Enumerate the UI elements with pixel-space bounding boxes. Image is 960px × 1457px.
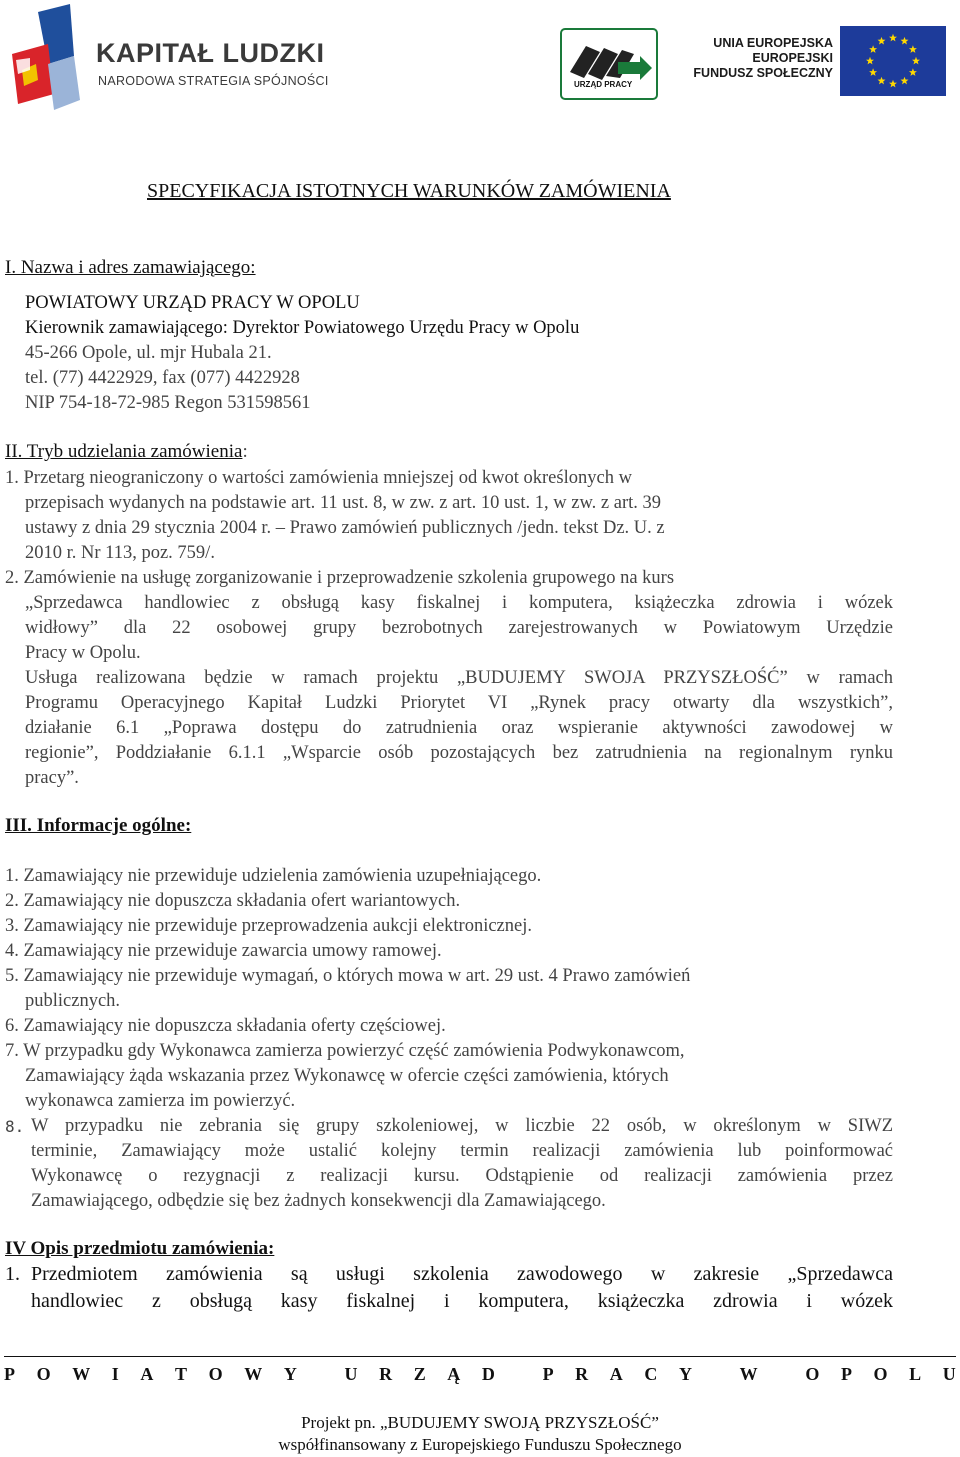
- eu-line-1: UNIA EUROPEJSKA: [713, 36, 833, 50]
- footer-letter: Y: [678, 1364, 692, 1384]
- footer-letter: O: [805, 1364, 820, 1384]
- eu-fund-text: [688, 36, 833, 81]
- footer-letter: [714, 1364, 719, 1385]
- footer-letter: W: [739, 1364, 758, 1384]
- footer-letter: U: [942, 1364, 956, 1384]
- sec2-p2-line-5: Usługa realizowana będzie w ramach projektu „BUDUJEMY SWOJA PRZYSZŁOŚĆ” w ramach: [25, 668, 893, 688]
- footer-office-name: [4, 1364, 956, 1385]
- footer-cofinance: współfinansowany z Europejskiego Funduszu Społecznego: [278, 1435, 682, 1454]
- footer-letter: U: [344, 1364, 358, 1384]
- sec3-item-8-line-1: W przypadku nie zebrania się grupy szkoleniowej, w liczbie 22 osób, w określonym w SIWZ: [31, 1116, 893, 1136]
- sec2-p1-line-2: przepisach wydanych na podstawie art. 11 ust. 8, w zw. z art. 10 ust. 1, w zw. z art. 39: [25, 493, 662, 513]
- sec4-item-1-line-2: handlowiec z obsługą kasy fiskalnej i komputera, książeczka zdrowia i wózek: [31, 1290, 893, 1312]
- sec3-item-1: 1. Zamawiający nie przewiduje udzielenia zamówienia uzupełniającego.: [5, 866, 542, 886]
- footer-letter: W: [72, 1364, 91, 1384]
- sec2-p2-line-6: Programu Operacyjnego Kapitał Ludzki Priorytet VI „Rynek pracy otwarty dla wszystkich”,: [25, 693, 893, 713]
- sec2-p1-line-3: ustawy z dnia 29 stycznia 2004 r. – Prawo zamówień publicznych /jedn. tekst Dz. U. z: [25, 518, 665, 538]
- kl-subtitle: NARODOWA STRATEGIA SPÓJNOŚCI: [98, 74, 329, 88]
- sec3-item-7-cont-1: Zamawiający żąda wskazania przez Wykonawcę w ofercie części zamówienia, których: [25, 1066, 669, 1086]
- contractor-ids: NIP 754-18-72-985 Regon 531598561: [25, 393, 311, 413]
- sec3-item-7-cont-2: wykonawca zamierza im powierzyć.: [25, 1091, 296, 1111]
- eu-flag: [840, 26, 946, 96]
- urzad-pracy-emblem: [560, 28, 658, 100]
- sec3-item-8-number: 8.: [5, 1117, 25, 1136]
- footer-letter: O: [873, 1364, 888, 1384]
- eu-line-3: FUNDUSZ SPOŁECZNY: [693, 66, 833, 80]
- eu-flag-icon: [840, 26, 946, 96]
- footer-letter: R: [575, 1364, 589, 1384]
- footer-letter: Z: [413, 1364, 426, 1384]
- footer-letter: Ą: [447, 1364, 461, 1384]
- sec3-item-5: 5. Zamawiający nie przewiduje wymagań, o których mowa w art. 29 ust. 4 Prawo zamówień: [5, 966, 691, 986]
- footer-letter: W: [244, 1364, 263, 1384]
- sec2-p1-line-1: 1. Przetarg nieograniczony o wartości zamówienia mniejszej od kwot określonych w: [5, 468, 632, 488]
- footer-letter: A: [140, 1364, 154, 1384]
- footer-letter: C: [644, 1364, 658, 1384]
- footer-letter: O: [208, 1364, 223, 1384]
- contractor-phone: tel. (77) 4422929, fax (077) 4422928: [25, 368, 300, 388]
- up-label: URZĄD PRACY: [574, 80, 633, 89]
- document-title: SPECYFIKACJA ISTOTNYCH WARUNKÓW ZAMÓWIENIA: [147, 180, 671, 202]
- section-2-heading: II. Tryb udzielania zamówienia:: [5, 441, 248, 462]
- footer-letter: O: [36, 1364, 51, 1384]
- sec2-p2-line-3: widłowy” dla 22 osobowej grupy bezrobotnych zarejestrowanych w Powiatowym Urzędzie: [25, 618, 893, 638]
- footer-letter: Y: [283, 1364, 297, 1384]
- sec3-item-8-line-2: terminie, Zamawiający może ustalić kolejny termin realizacji zamówienia lub poinformować: [31, 1141, 893, 1161]
- sec2-p1-line-4: 2010 r. Nr 113, poz. 759/.: [25, 543, 215, 563]
- sec2-p2-line-7: działanie 6.1 „Poprawa dostępu do zatrudnienia oraz wspieranie aktywności zawodowej w: [25, 718, 893, 738]
- footer-letter: P: [4, 1364, 15, 1384]
- footer-letter: [779, 1364, 784, 1385]
- urzad-pracy-logo: [560, 28, 658, 100]
- footer-letter: P: [840, 1364, 852, 1384]
- kapital-ludzki-logo: [8, 4, 348, 112]
- sec2-p2-line-8: regionie”, Poddziałanie 6.1.1 „Wsparcie osób pozostających bez zatrudnienia na regionalnym rynku: [25, 743, 893, 763]
- sec2-p2-line-9: pracy”.: [25, 768, 79, 788]
- sec3-item-2: 2. Zamawiający nie dopuszcza składania ofert wariantowych.: [5, 891, 461, 911]
- footer-divider: [4, 1356, 956, 1357]
- eu-line-2: EUROPEJSKI: [752, 51, 833, 65]
- sec4-item-1-number: 1.: [5, 1263, 20, 1285]
- footer-letter: R: [379, 1364, 393, 1384]
- footer-letter: D: [481, 1364, 495, 1384]
- section-4-heading: IV Opis przedmiotu zamówienia:: [5, 1238, 275, 1259]
- sec3-item-3: 3. Zamawiający nie przewiduje przeprowadzenia aukcji elektronicznej.: [5, 916, 532, 936]
- sec2-p2-line-2: „Sprzedawca handlowiec z obsługą kasy fiskalnej i komputera, książeczka zdrowia i wózek: [25, 593, 893, 613]
- footer-letter: A: [609, 1364, 623, 1384]
- footer-letter: P: [542, 1364, 554, 1384]
- footer-letter: [516, 1364, 521, 1385]
- section-3-heading: III. Informacje ogólne:: [5, 815, 192, 836]
- contractor-address: 45-266 Opole, ul. mjr Hubala 21.: [25, 343, 272, 363]
- footer-letter: L: [909, 1364, 922, 1384]
- section-1-heading: I. Nazwa i adres zamawiającego:: [5, 257, 256, 278]
- contractor-head: Kierownik zamawiającego: Dyrektor Powiatowego Urzędu Pracy w Opolu: [25, 318, 580, 338]
- sec3-item-6: 6. Zamawiający nie dopuszcza składania oferty częściowej.: [5, 1016, 446, 1036]
- footer-letter: I: [111, 1364, 119, 1384]
- sec2-p2-line-1: 2. Zamówienie na usługę zorganizowanie i przeprowadzenie szkolenia grupowego na kurs: [5, 568, 675, 588]
- kl-title: KAPITAŁ LUDZKI: [96, 38, 325, 68]
- sec3-item-8-line-3: Wykonawcę o rezygnacji z realizacji kursu. Odstąpienie od realizacji zamówienia przez: [31, 1166, 893, 1186]
- sec3-item-4: 4. Zamawiający nie przewiduje zawarcia umowy ramowej.: [5, 941, 442, 961]
- sec3-item-8-line-4: Zamawiającego, odbędzie się bez żadnych konsekwencji dla Zamawiającego.: [31, 1191, 606, 1211]
- footer-letter: [318, 1364, 323, 1385]
- sec2-p2-line-4: Pracy w Opolu.: [25, 643, 141, 663]
- contractor-name: POWIATOWY URZĄD PRACY W OPOLU: [25, 293, 360, 313]
- sec3-item-5-cont: publicznych.: [25, 991, 121, 1011]
- footer-letter: T: [175, 1364, 188, 1384]
- footer-project: Projekt pn. „BUDUJEMY SWOJĄ PRZYSZŁOŚĆ”: [301, 1413, 659, 1432]
- sec3-item-7: 7. W przypadku gdy Wykonawca zamierza powierzyć część zamówienia Podwykonawcom,: [5, 1041, 685, 1061]
- sec4-item-1-line-1: Przedmiotem zamówienia są usługi szkolenia zawodowego w zakresie „Sprzedawca: [31, 1263, 893, 1285]
